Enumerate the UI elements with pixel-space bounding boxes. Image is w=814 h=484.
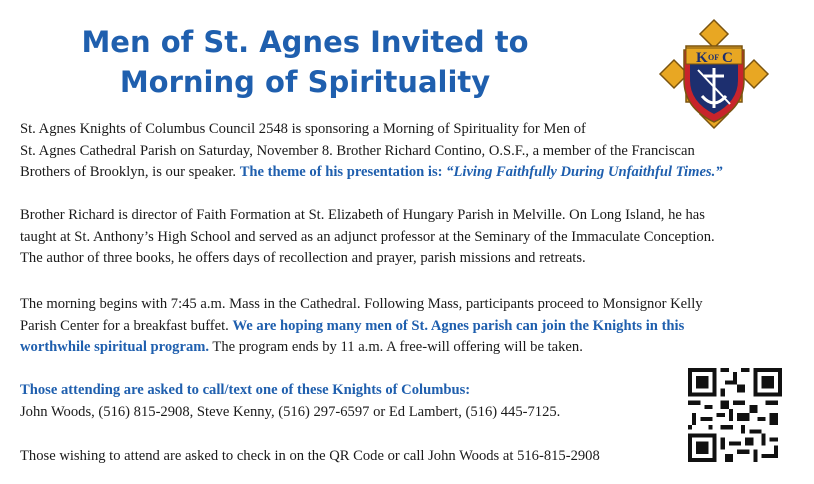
page-title <box>40 22 570 102</box>
speaker-line-3: The author of three books, he offers days of recollection and prayer, parish missions and retreats. <box>20 250 586 266</box>
schedule-line-2-text: Parish Center for a breakfast buffet. <box>20 317 233 334</box>
speaker-paragraph <box>20 205 715 270</box>
checkin-paragraph <box>20 446 600 468</box>
qr-code-icon[interactable] <box>684 364 786 466</box>
schedule-highlight-1: We are hoping many men of St. Agnes parish can join the Knights in this <box>232 317 685 334</box>
intro-line-1: St. Agnes Knights of Columbus Council 2548 is sponsoring a Morning of Spirituality for Men of <box>20 121 586 137</box>
checkin-text: Those wishing to attend are asked to check in on the QR Code or call John Woods at 516-815-2908 <box>20 448 600 464</box>
intro-line-3 <box>20 162 723 184</box>
intro-line-2: St. Agnes Cathedral Parish on Saturday, November 8. Brother Richard Contino, O.S.F., a member of the Franciscan <box>20 142 695 159</box>
intro-line-3-text: Brothers of Brooklyn, is our speaker. <box>20 164 240 180</box>
theme-label: The theme of his presentation is: <box>239 164 447 180</box>
schedule-line-2 <box>20 316 703 338</box>
knights-of-columbus-emblem-icon <box>658 18 770 130</box>
schedule-paragraph <box>20 294 703 359</box>
schedule-line-3-text: The program ends by 11 a.m. A free-will offering will be taken. <box>209 339 583 355</box>
title-line-2: Morning of Spirituality <box>119 65 491 99</box>
contacts-paragraph <box>20 380 560 423</box>
schedule-line-1: The morning begins with 7:45 a.m. Mass in the Cathedral. Following Mass, participants proceed to Monsignor Kelly <box>20 296 703 312</box>
logo-letter-k: K <box>696 50 708 66</box>
logo-letter-of: OF <box>708 53 720 62</box>
logo-letter-c: C <box>722 50 733 66</box>
contacts-heading: Those attending are asked to call/text one of these Knights of Columbus: <box>20 382 471 398</box>
contacts-list: John Woods, (516) 815-2908, Steve Kenny, (516) 297-6597 or Ed Lambert, (516) 445-7125. <box>20 403 561 420</box>
speaker-line-1: Brother Richard is director of Faith Formation at St. Elizabeth of Hungary Parish in Melville. On Long Island, he has <box>20 207 705 223</box>
intro-paragraph <box>20 119 723 184</box>
schedule-highlight-2: worthwhile spiritual program. <box>20 339 210 355</box>
speaker-line-2: taught at St. Anthony’s High School and served as an adjunct professor at the Seminary of the Immaculate Conception. <box>20 228 715 245</box>
schedule-line-3 <box>20 337 703 359</box>
theme-quote: “Living Faithfully During Unfaithful Times.” <box>446 164 723 180</box>
title-line-1: Men of St. Agnes Invited to <box>81 25 529 59</box>
